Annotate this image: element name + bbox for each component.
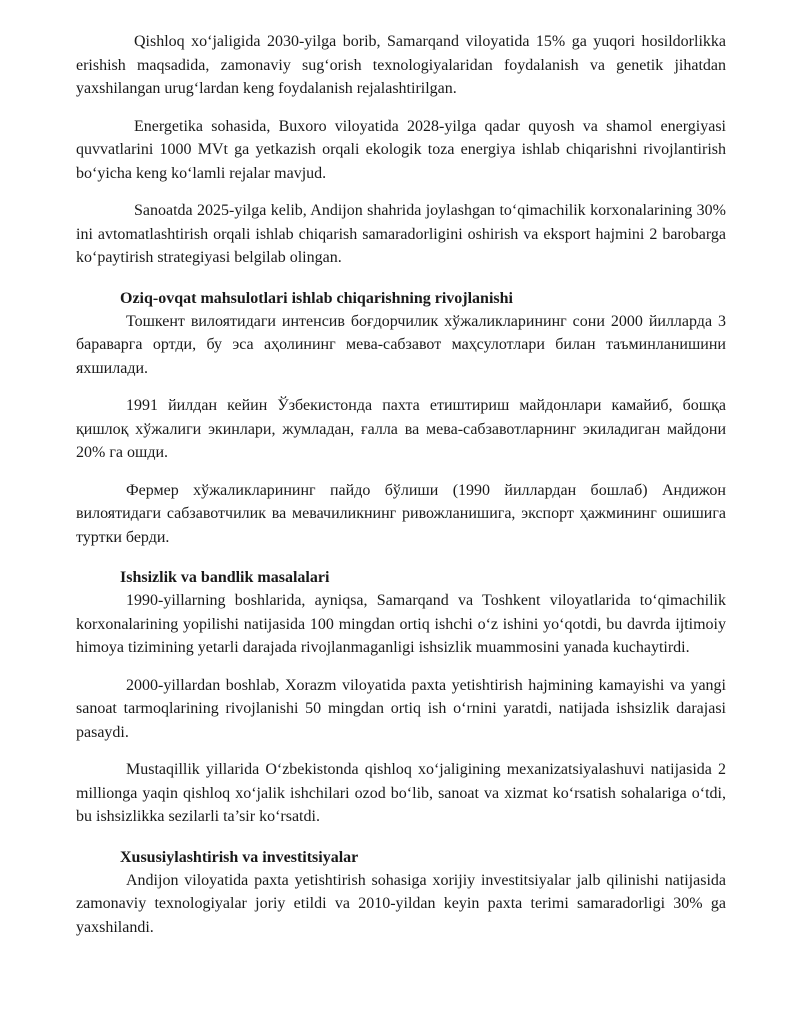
paragraph-andijan-investment: Andijon viloyatida paxta yetishtirish sohasiga xorijiy investitsiyalar jalb qilinishi natijasida zamonaviy texnologiyalar joriy etildi va 2010-yildan keyin paxta terimi samaradorligi 30% ga yaxshilandi. (76, 871, 726, 936)
paragraph-agriculture-samarqand: Qishloq xo‘jaligida 2030-yilga borib, Samarqand viloyatida 15% ga yuqori hosildorlikka erishish maqsadida, zamonaviy sug‘orish texnologiyalaridan foydalanish va genetik jihatdan yaxshilangan urug‘lardan keng foydalanish rejalashtirilgan. (76, 33, 726, 97)
paragraph-energy-bukhara: Energetika sohasida, Buxoro viloyatida 2028-yilga qadar quyosh va shamol energiyasi quvvatlarini 1000 MVt ga yetkazish orqali ekologik toza energiya ishlab chiqarishni rivojlantirish bo‘yicha keng ko‘lamli rejalar mavjud. (76, 117, 726, 182)
heading-privatization-investment: Xususiylashtirish va investitsiyalar (120, 848, 359, 866)
paragraph-mechanization: Mustaqillik yillarida O‘zbekistonda qishloq xo‘jaligining mexanizatsiyalashuvi natijasida 2 millionga yaqin qishloq xo‘jalik ishchilari ozod bo‘lib, sanoat va xizmat ko‘rsatish sohalariga o‘tdi, bu ishsizlikka sezilarli ta’sir ko‘rsatdi. (76, 761, 726, 825)
paragraph-1990s-textile-closures: 1990-yillarning boshlarida, ayniqsa, Samarqand va Toshkent viloyatlarida to‘qimachilik korxonalarining yopilishi natijasida 100 mingdan ortiq ishchi o‘z ishini yo‘qotdi, bu davrda ijtimoiy himoya tizimining yetarli darajada rivojlanmaganligi ishsizlik muammosini yanada kuchaytirdi. (76, 592, 726, 656)
heading-food-production: Oziq-ovqat mahsulotlari ishlab chiqarishning rivojlanishi (120, 289, 513, 307)
heading-unemployment: Ishsizlik va bandlik masalalari (120, 569, 330, 586)
paragraph-tashkent-gardening: Тошкент вилоятидаги интенсив боғдорчилик хўжаликларининг сони 2000 йилларда 3 бараварга ортди, бу эса аҳолининг мева-сабзавот маҳсулотлари билан таъминланишини яхшилади. (76, 312, 726, 377)
paragraph-farmer-households: Фермер хўжаликларининг пайдо бўлиши (1990 йиллардан бошлаб) Андижон вилоятидаги сабзавотчилик ва мевачиликнинг ривожланишига, экспорт ҳажмининг ошишига туртки берди. (76, 481, 726, 546)
paragraph-2000s-khorezm-jobs: 2000-yillardan boshlab, Xorazm viloyatida paxta yetishtirish hajmining kamayishi va yangi sanoat tarmoqlarining rivojlanishi 50 mingdan ortiq ish o‘rnini yaratdi, natijada ishsizlik darajasi pasaydi. (76, 676, 726, 741)
paragraph-1991-cotton-fields: 1991 йилдан кейин Ўзбекистонда пахта етиштириш майдонлари камайиб, бошқа қишлоқ хўжалиги экинлари, жумладан, ғалла ва мева-сабзавотларнинг экиладиган майдони 20% га ошди. (76, 397, 726, 461)
document-page (76, 30, 726, 939)
paragraph-industry-andijan: Sanoatda 2025-yilga kelib, Andijon shahrida joylashgan to‘qimachilik korxonalarining 30% ini avtomatlashtirish orqali ishlab chiqarish samaradorligini oshirish va eksport hajmini 2 barobarga ko‘paytirish strategiyasi belgilab olingan. (76, 202, 726, 266)
